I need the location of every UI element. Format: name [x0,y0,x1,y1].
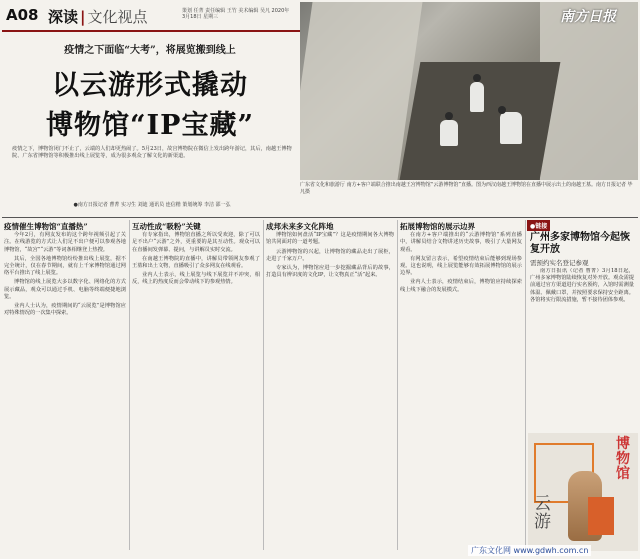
sidebar-tag [527,220,637,231]
promo-word-cloud-tour: 云游 [534,494,551,532]
person-head [473,74,481,82]
subsection-name: 文化视点 [87,8,148,26]
article-column-4 [400,220,522,550]
editors-credit: 策划 任菁 责任编辑 王竹 美术编辑 吴凡 2020年3月18日 星期三 [182,8,290,20]
person-head [498,106,506,114]
paragraph: 业内人士认为，疫情期间的“云展览”是博物馆应对特殊情况的一次集中探索。 [4,303,126,317]
article-byline: ●南方日报记者 曹菁 实习生 刘迪 通讯员 连信楷 策划统筹 李洁 邵一弘 [73,202,231,208]
person-figure [470,82,484,112]
headline-line-1: 以云游形式撬动 [52,70,248,101]
article-column-3 [266,220,394,550]
paragraph: 有网友留言表示，希望疫情结束后能够到现场参观。这也说明，线上展览能够有效拓展博物馆的展示边界。 [400,255,522,277]
lead-photo [300,2,638,180]
photo-caption: 广东省文化和旅游厅 南方+客户端联合推出南越王宫博物馆“云游博物馆”直播。图为西汉南越王博物馆在直播中展示出土的南越王墓。南方日报记者 毕凡摄 [300,182,633,195]
article-column-2 [132,220,260,550]
person-figure [500,112,522,144]
book-cover [588,497,614,535]
column-heading: 互动性成“吸粉”关键 [132,222,201,231]
paragraph: 云游博物馆的兴起，让博物馆的藏品走出了展柜，走进了千家万户。 [266,248,394,262]
column-heading: 成邦未来多文化阵地 [266,222,334,231]
column-divider [129,220,130,550]
section-title [48,6,148,27]
paragraph: 业内人士表示，线上展览与线下展览并不冲突，相反，线上的热度反而会带动线下的参观热情。 [132,272,260,286]
headline-line-2: 博物馆“IP宝藏” [46,110,254,141]
column-heading: 拓展博物馆的展示边界 [400,222,475,231]
paragraph: 今年2月，有网友发布的这个跨年视频引起了关注。在线游览的方式让人们足不出户便可以参观各地博物馆，“故宫”“云游”等词条相继登上热搜。 [4,232,126,253]
sidebar-body [530,268,634,432]
headline-block [2,33,298,219]
page-number: A08 [6,6,39,24]
promo-graphic [528,433,638,551]
promo-word-museum: 博物馆 [616,436,630,482]
newspaper-logo: 南方日报 [560,9,616,25]
person-head [445,112,453,120]
person-figure [440,120,458,146]
paragraph: 南方日报讯（记者 曹菁）3月18日起，广州多家博物馆陆续恢复对外开放。观众需提前通过官方渠道进行实名预约，入馆时需测量体温、佩戴口罩，并按照要求保持安全距离。各馆将实行限流措施，暂不接待团体参观。 [530,268,634,303]
section-name: 深读 [48,8,79,26]
article-column-1 [4,220,126,550]
sidebar-title: 广州多家博物馆今起恢复开放 [530,232,630,255]
paragraph: 在南方+客户端推出的“云游博物馆”系列直播中，讲解员结合文物讲述历史故事，吸引了大量网友观看。 [400,232,522,253]
column-heading: 疫情催生博物馆“直播热” [4,222,88,231]
paragraph: 博物馆如何盘活“IP宝藏”？这是疫情期间各大博物馆共同面对的一道考题。 [266,232,394,246]
column-divider [525,220,526,550]
paragraph: 专家认为，博物馆应进一步挖掘藏品背后的故事，打造具有辨识度的文化IP，让文物真正“活”起来。 [266,265,394,279]
headline-kicker: 疫情之下面临“大考”，将展览搬到线上 [64,45,236,56]
section-rule [2,217,638,218]
column-divider [397,220,398,550]
paragraph: 有专家指出，博物馆直播之所以受欢迎，除了可以足不出户“云游”之外，更重要的是其互动性。观众可以在直播间发弹幕、提问，与讲解员实时交流。 [132,232,260,253]
paragraph: 业内人士表示，疫情结束后，博物馆应持续探索线上线下融合的发展模式。 [400,279,522,293]
link-tag: ●链接 [527,220,550,231]
sidebar-subtitle: 需预约实名登记参观 [530,259,589,267]
paragraph: 博物馆的线上展览大多以数字化、网络化的方式展示藏品，观众可以通过手机、电脑等终端便捷地浏览。 [4,279,126,300]
paragraph: 在南越王博物院的直播中，讲解员带领网友参观了王墓和出土文物，直播吸引了众多网友在线观看。 [132,255,260,270]
article-deck: 疫情之下，博物馆闭门不止了，云端的人们却更热闹了。5月23日，故宫博物院在微信上发出跨年游记，其后，南越王博物院、广东省博物馆等积极推出线上展览等，成为很多观众了解文化的新渠道。 [12,146,292,159]
column-divider [263,220,264,550]
section-divider: | [80,8,86,26]
paragraph: 其后，全国各地博物馆纷纷推出线上展览，据不完全统计，仅在春节期间，就有上千家博物馆通过网络平台推出了线上展览。 [4,255,126,277]
site-watermark: 广东文化网 www.gdwh.com.cn [468,545,591,556]
